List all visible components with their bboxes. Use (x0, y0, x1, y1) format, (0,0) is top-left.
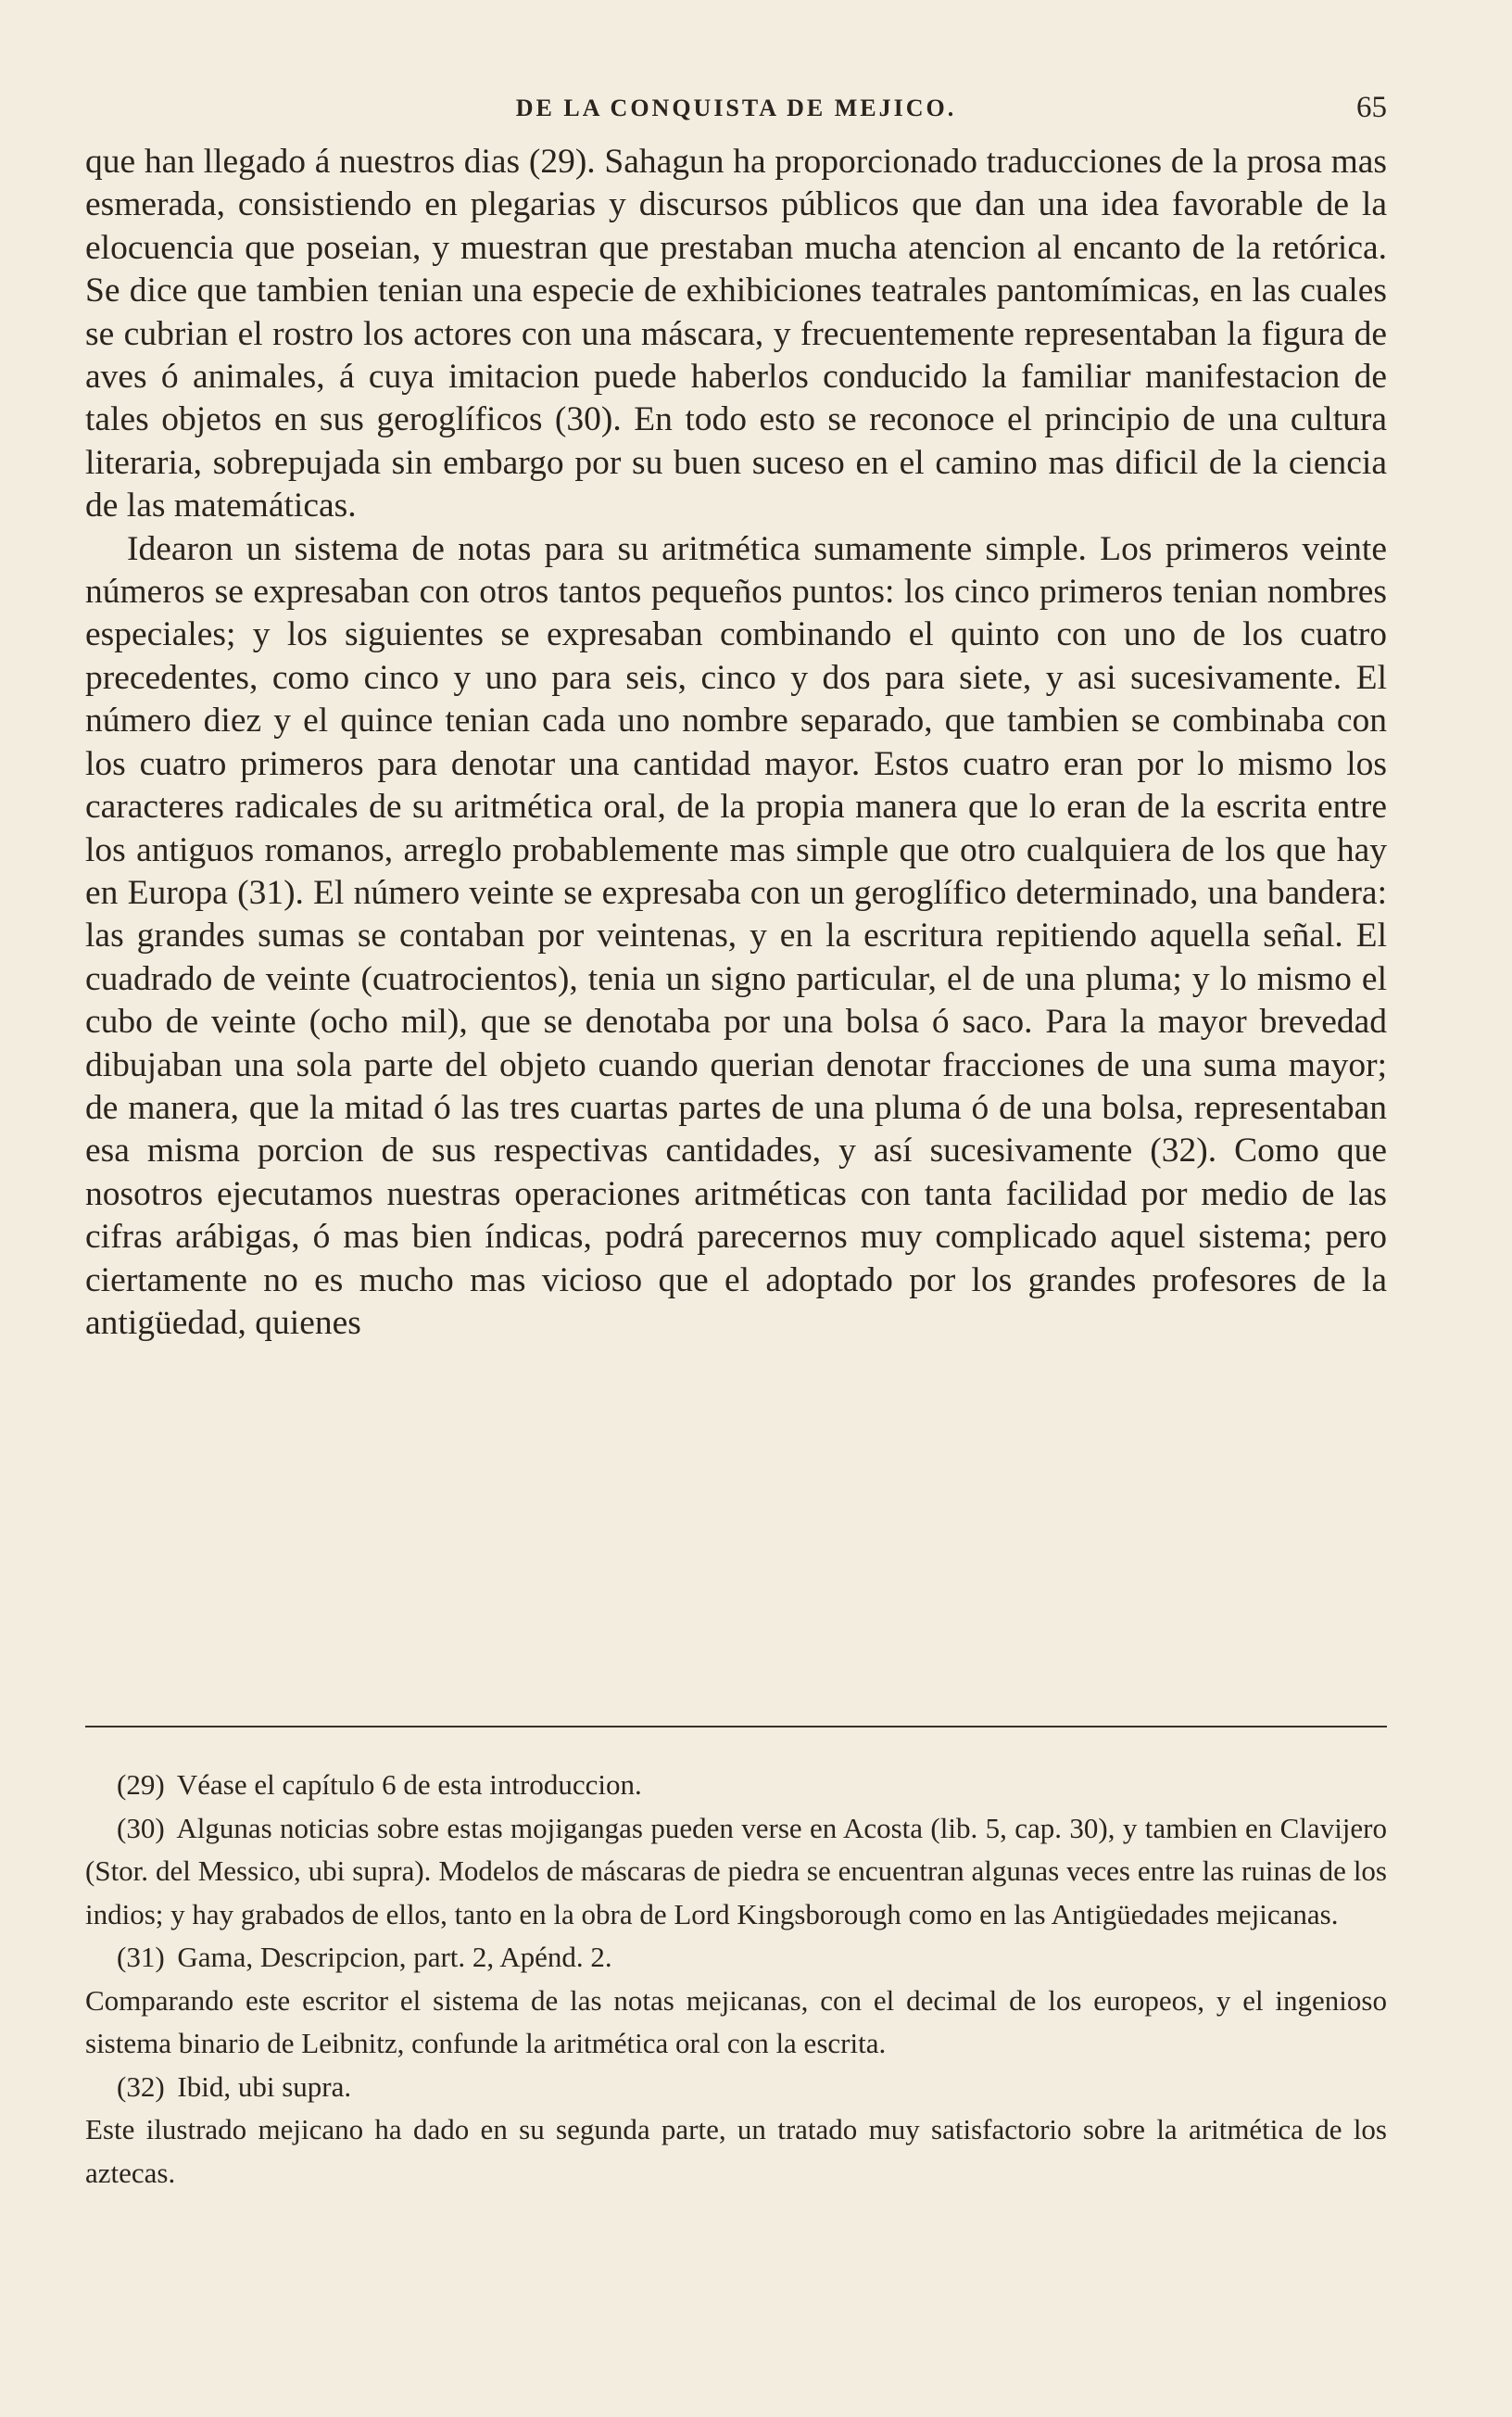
main-text (85, 141, 1387, 1345)
footnote-31 (85, 1936, 1387, 1980)
footnote-number: (29) (117, 1768, 165, 1801)
footnote-number: (30) (117, 1811, 165, 1844)
running-title: DE LA CONQUISTA DE MEJICO. (515, 95, 957, 121)
paragraph-arithmetic: Idearon un sistema de notas para su aritmética sumamente simple. Los primeros veinte números se expresaban con otros tantos pequeños puntos: los cinco primeros tenian nombres especiales; y los siguientes se expresaban combinando el quinto con uno de los cuatro precedentes, como cinco y uno para seis, cinco y dos para siete, y asi sucesivamente. El número diez y el quince tenian cada uno nombre separado, que tambien se combinaba con los cuatro primeros para denotar una cantidad mayor. Estos cuatro eran por lo mismo los caracteres radicales de su aritmética oral, de la propia manera que lo eran de la escrita entre los antiguos romanos, arreglo probablemente mas simple que otro cualquiera de los que hay en Europa (31). El número veinte se expresaba con un geroglífico determinado, una bandera: las grandes sumas se contaban por veintenas, y en la escritura repitiendo aquella señal. El cuadrado de veinte (cuatrocientos), tenia un signo particular, el de una pluma; y lo mismo el cubo de veinte (ocho mil), que se denotaba por una bolsa ó saco. Para la mayor brevedad dibujaban una sola parte del objeto cuando querian denotar fracciones de una suma mayor; de manera, que la mitad ó las tres cuartas partes de una pluma ó de una bolsa, representaban esa misma porcion de sus respectivas cantidades, y así sucesivamente (32). Como que nosotros ejecutamos nuestras operaciones aritméticas con tanta facilidad por medio de las cifras arábigas, ó mas bien índicas, podrá parecernos muy complicado aquel sistema; pero ciertamente no es mucho mas vicioso que el adoptado por los grandes profesores de la antigüedad, quienes (85, 529, 1387, 1342)
footnotes (85, 1764, 1387, 2195)
footnote-31-continuation (85, 1980, 1387, 2066)
footnote-text: Comparando este escritor el sistema de las notas mejicanas, con el decimal de los europeos, y el ingenioso sistema binario de Leibnitz, confunde la aritmética oral con la escrita. (85, 1983, 1387, 2059)
footnote-text: Véase el capítulo 6 de esta introduccion. (176, 1768, 642, 1801)
footnote-29 (85, 1764, 1387, 1807)
footnote-divider (85, 1726, 1387, 1727)
footnote-number: (31) (117, 1941, 165, 1973)
running-head (85, 91, 1387, 128)
footnote-32 (85, 2066, 1387, 2109)
footnote-text: Este ilustrado mejicano ha dado en su segunda parte, un tratado muy satisfactorio sobre la aritmética de los aztecas. (85, 2113, 1387, 2189)
footnote-text: Algunas noticias sobre estas mojigangas pueden verse en Acosta (lib. 5, cap. 30), y tambien en Clavijero (Stor. del Messico, ubi supra). Modelos de máscaras de piedra se encuentran algunas veces entre las ruinas de los indios; y hay grabados de ellos, tanto en la obra de Lord Kingsborough como en las Antigüedades mejicanas. (85, 1811, 1387, 1930)
footnote-32-continuation (85, 2108, 1387, 2195)
footnote-number: (32) (117, 2069, 165, 2103)
paragraph-continued: que han llegado á nuestros dias (29). Sahagun ha proporcionado traducciones de la prosa mas esmerada, consistiendo en plegarias y discursos públicos que dan una idea favorable de la elocuencia que poseian, y muestran que prestaban mucha atencion al encanto de la retórica. Se dice que tambien tenian una especie de exhibiciones teatrales pantomímicas, en las cuales se cubrian el rostro los actores con una máscara, y frecuentemente representaban la figura de aves ó animales, á cuya imitacion puede haberlos conducido la familiar manifestacion de tales objetos en sus geroglíficos (30). En todo esto se reconoce el principio de una cultura literaria, sobrepujada sin embargo por su buen suceso en el camino mas dificil de la ciencia de las matemáticas. (85, 143, 1387, 525)
footnote-30 (85, 1807, 1387, 1937)
footnote-text: Gama, Descripcion, part. 2, Apénd. 2. (177, 1941, 612, 1973)
page-number: 65 (1356, 91, 1387, 124)
footnote-text: Ibid, ubi supra. (177, 2069, 352, 2103)
